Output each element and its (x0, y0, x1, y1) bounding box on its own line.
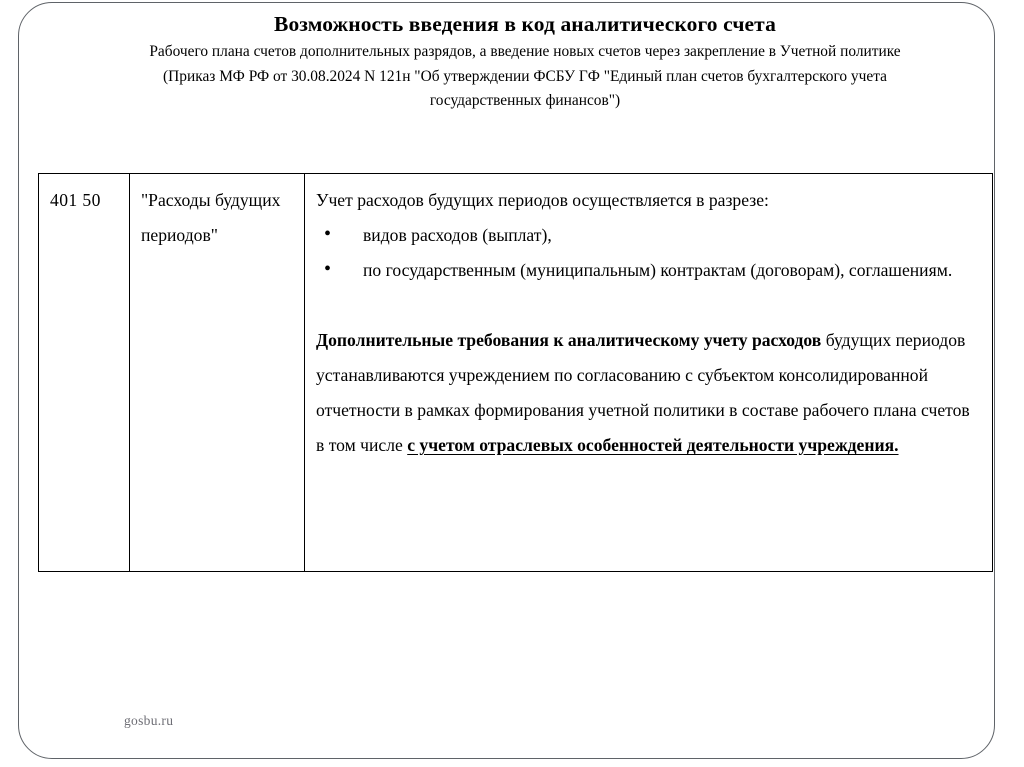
table-row (39, 174, 993, 572)
account-description-cell (305, 174, 993, 572)
watermark: gosbu.ru (124, 713, 174, 728)
page-title: Возможность введения в код аналитического счета (274, 12, 776, 36)
slide-frame (18, 2, 995, 759)
heading-block (49, 11, 1001, 114)
paragraph-bold-underlined-text: с учетом отраслевых особенностей деятельности учреждения. (407, 435, 899, 455)
paragraph-spacer (316, 288, 981, 323)
slide-subtitle (49, 40, 1001, 114)
subtitle-line-1: Рабочего плана счетов дополнительных разрядов, а введение новых счетов через закрепление в Учетной политике (149, 43, 901, 60)
description-bullet-list (316, 218, 981, 288)
account-name-cell: "Расходы будущих периодов" (130, 174, 305, 572)
description-lead-text: Учет расходов будущих периодов осуществляется в разрезе: (316, 190, 769, 210)
subtitle-line-3: государственных финансов") (429, 92, 621, 109)
subtitle-line-2: (Приказ МФ РФ от 30.08.2024 N 121н "Об утверждении ФСБУ ГФ "Единый план счетов бухгалтерского учета (163, 67, 887, 85)
list-item: • по государственным (муниципальным) контрактам (договорам), соглашениям. (316, 253, 981, 288)
description-paragraph (316, 323, 981, 463)
list-item: • видов расходов (выплат), (316, 218, 981, 253)
paragraph-bold-lead: Дополнительные требования к аналитическому учету расходов (316, 330, 822, 350)
account-code-cell: 401 50 (39, 174, 130, 572)
account-table (38, 173, 993, 572)
paragraph-plain-text: будущих периодов устанавливаются учреждением по согласованию с субъектом консолидированной отчетности в рамках формирования учетной политики в составе рабочего плана счетов в том числе (316, 330, 970, 455)
